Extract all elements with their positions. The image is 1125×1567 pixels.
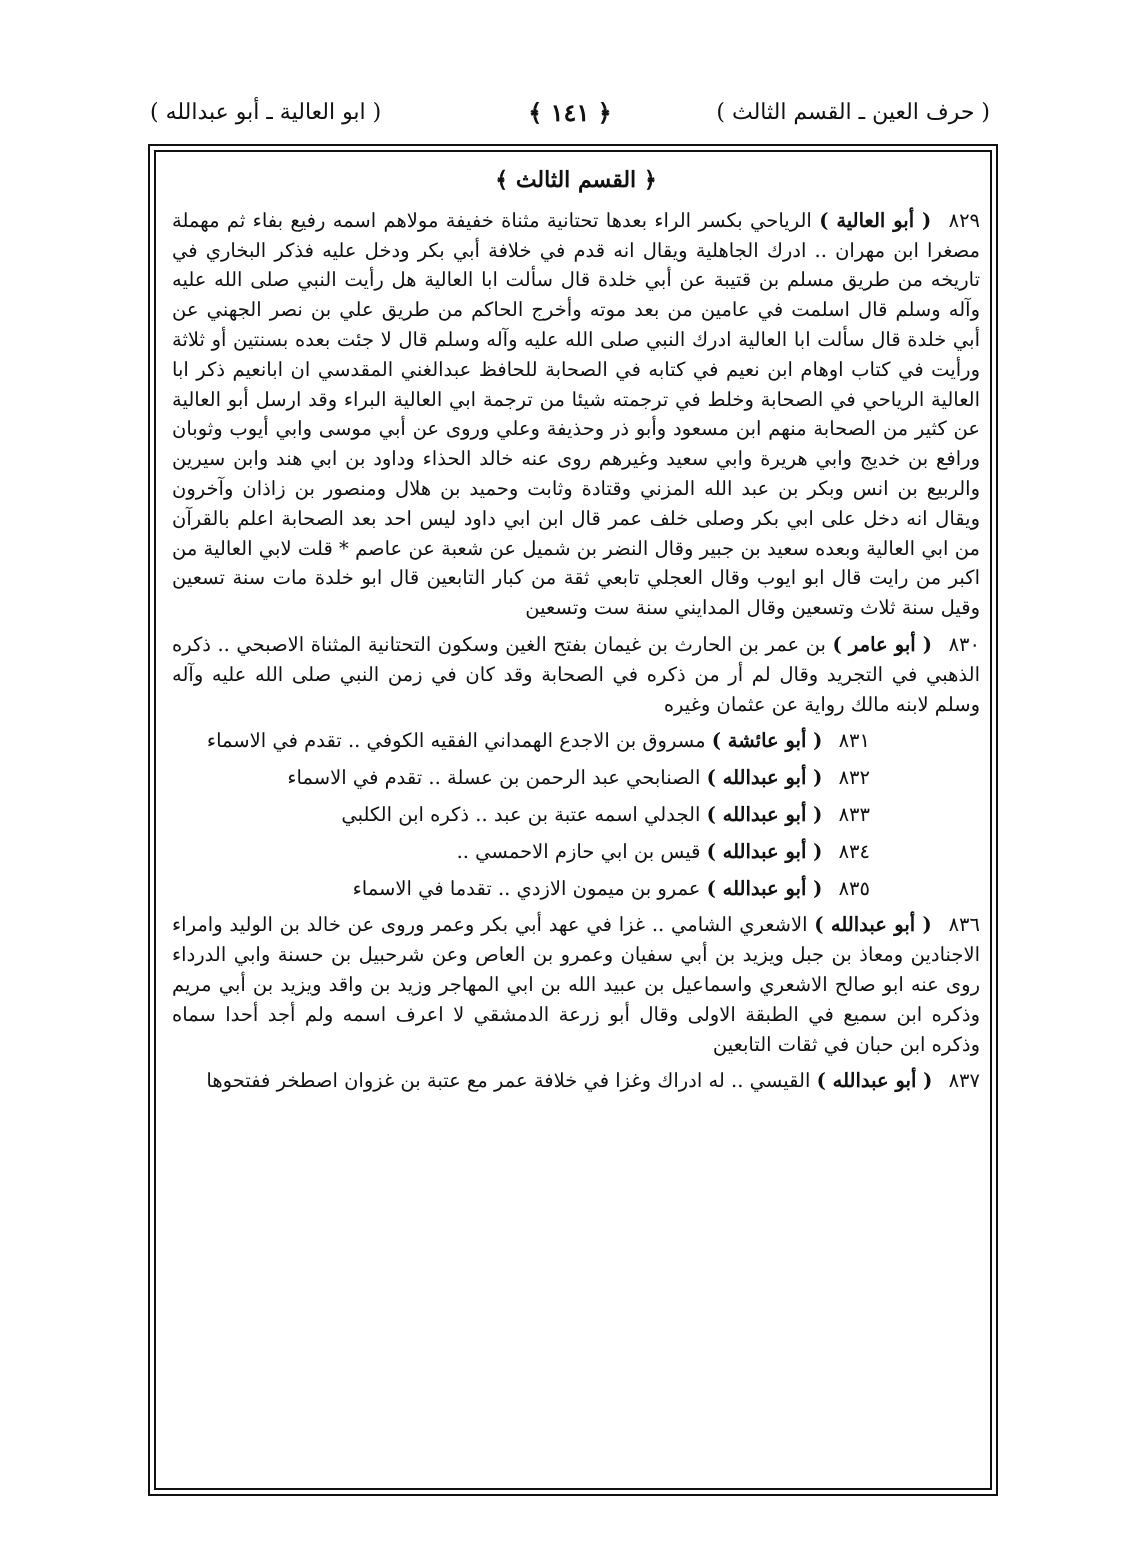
entry-833 [172, 800, 980, 830]
entry-text: القيسي .. له ادراك وغزا في خلافة عمر مع عتبة بن غزوان اصطخر ففتحوها [206, 1069, 811, 1093]
entry-name: ( أبو عبدالله ) [706, 802, 823, 826]
entry-text: الاشعري الشامي .. غزا في عهد أبي بكر وعمر وروى عن خالد بن الوليد وامراء الاجنادين ومعاذ بن جبل ويزيد بن أبي سفيان وعمرو بن العاص وعن شرحبيل بن حسنة وابي الدرداء روى عنه ابو صالح الاشعري واسماعيل بن عبيد الله بن ابي المهاجر وزيد بن واقد ويزيد بن أبي مريم وذكره ابن سميع في الطبقة الاولى وقال أبو زرعة الدمشقي لا اعرف اسمه ولم أجد أحدا سماه وذكره ابن حبان في ثقات التابعين [172, 913, 980, 1056]
header-entry-range: ( ابو العالية ـ أبو عبدالله ) [150, 100, 382, 125]
entry-name: ( أبو العالية ) [819, 208, 932, 232]
entry-834 [172, 837, 980, 867]
entry-text: بن عمر بن الحارث بن غيمان بفتح الغين وسكون التحتانية المثناة الاصبحي .. ذكره الذهبي في التجريد وقال لم أر من ذكره في الصحابة وقد كان في زمن النبي صلى الله عليه وآله وسلم لابنه مالك رواية عن عثمان وغيره [172, 632, 980, 716]
entry-name: ( أبو عبدالله ) [706, 839, 823, 863]
entry-number: ٨٣٧ [948, 1069, 980, 1093]
entry-text: الجدلي اسمه عتبة بن عبد .. ذكره ابن الكلبي [341, 802, 701, 826]
section-title: ﴿ القسم الثالث ﴾ [495, 167, 657, 193]
page-body [172, 160, 980, 1490]
entry-text: الرياحي بكسر الراء بعدها تحتانية مثناة خفيفة مولاهم اسمه رفيع بفاء ثم مهملة مصغرا ابن مهران .. ادرك الجاهلية ويقال انه قدم في خلافة أبي بكر ودخل عليه فذكر البخاري في تاريخه من طريق مسلم بن قتيبة عن أبي خلدة قال سألت ابا العالية هل رأيت النبي صلى الله عليه وآله وسلم قال اسلمت في عامين من بعد موته وأخرج الحاكم من طريق علي بن نصر الجهني عن أبي خلدة قال سألت ابا العالية ادرك النبي صلى الله عليه وآله وسلم قال لا جئت بعده بسنتين أو ثلاثة ورأيت في كتاب اوهام ابن نعيم في كتابه في الصحابة للحافظ عبدالغني المقدسي ان ابانعيم ذكر ابا العالية الرياحي في الصحابة وخلط في ترجمته شيئا من ترجمة ابي العالية البراء وقد ارسل أبو العالية عن كثير من الصحابة منهم ابن مسعود وأبو ذر وحذيفة وعلي وروى عن أبي موسى وابي أيوب وثوبان ورافع بن خديج وابي هريرة وابي سعيد وغيرهم روى عنه خالد الحذاء وداود بن ابي هند وابن سيرين والربيع بن انس وبكر بن عبد الله المزني وقتادة وثابت وحميد بن هلال ومنصور بن زاذان وآخرون ويقال انه دخل على ابي بكر وصلى خلف عمر قال ابن ابي داود ليس احد بعد الصحابة اعلم بالقرآن من ابي العالية وبعده سعيد بن جبير وقال النضر بن شميل عن شعبة عن عاصم * قلت لابي العالية من اكبر من رايت قال ابو ايوب وقال العجلي تابعي ثقة من كبار التابعين قال ابو خلدة مات سنة تسعين وقيل سنة ثلاث وتسعين وقال المدايني سنة ست وتسعين [172, 208, 980, 620]
entry-831 [172, 726, 980, 756]
entry-name: ( أبو عبدالله ) [814, 913, 932, 937]
entry-number: ٨٣٦ [948, 913, 980, 937]
page-number: ﴿ ١٤١ ﴾ [528, 98, 612, 127]
entry-text: الصنابحي عبد الرحمن بن عسلة .. تقدم في الاسماء [287, 766, 701, 790]
entry-835 [172, 874, 980, 904]
entry-837 [172, 1066, 980, 1096]
entry-number: ٨٣٥ [838, 876, 870, 900]
entry-number: ٨٣٠ [948, 632, 980, 656]
entry-number: ٨٣٢ [838, 766, 870, 790]
entry-text: مسروق بن الاجدع الهمداني الفقيه الكوفي .. تقدم في الاسماء [206, 729, 706, 753]
entry-text: قيس بن ابي حازم الاحمسي .. [456, 839, 701, 863]
entry-number: ٨٢٩ [948, 208, 980, 232]
entry-name: ( أبو عامر ) [832, 632, 933, 656]
page-header [150, 96, 990, 136]
entry-832 [172, 763, 980, 793]
entry-name: ( أبو عبدالله ) [706, 766, 823, 790]
entry-name: ( أبو عائشة ) [711, 729, 823, 753]
entry-829 [172, 206, 980, 623]
header-chapter-title: ( حرف العين ـ القسم الثالث ) [716, 100, 990, 125]
entry-number: ٨٣٣ [838, 802, 870, 826]
entry-number: ٨٣٤ [838, 839, 870, 863]
entry-text: عمرو بن ميمون الازدي .. تقدما في الاسماء [352, 876, 701, 900]
entry-name: ( أبو عبدالله ) [816, 1069, 933, 1093]
entry-830 [172, 630, 980, 719]
entry-836 [172, 910, 980, 1059]
entry-name: ( أبو عبدالله ) [706, 876, 823, 900]
entry-number: ٨٣١ [838, 729, 870, 753]
